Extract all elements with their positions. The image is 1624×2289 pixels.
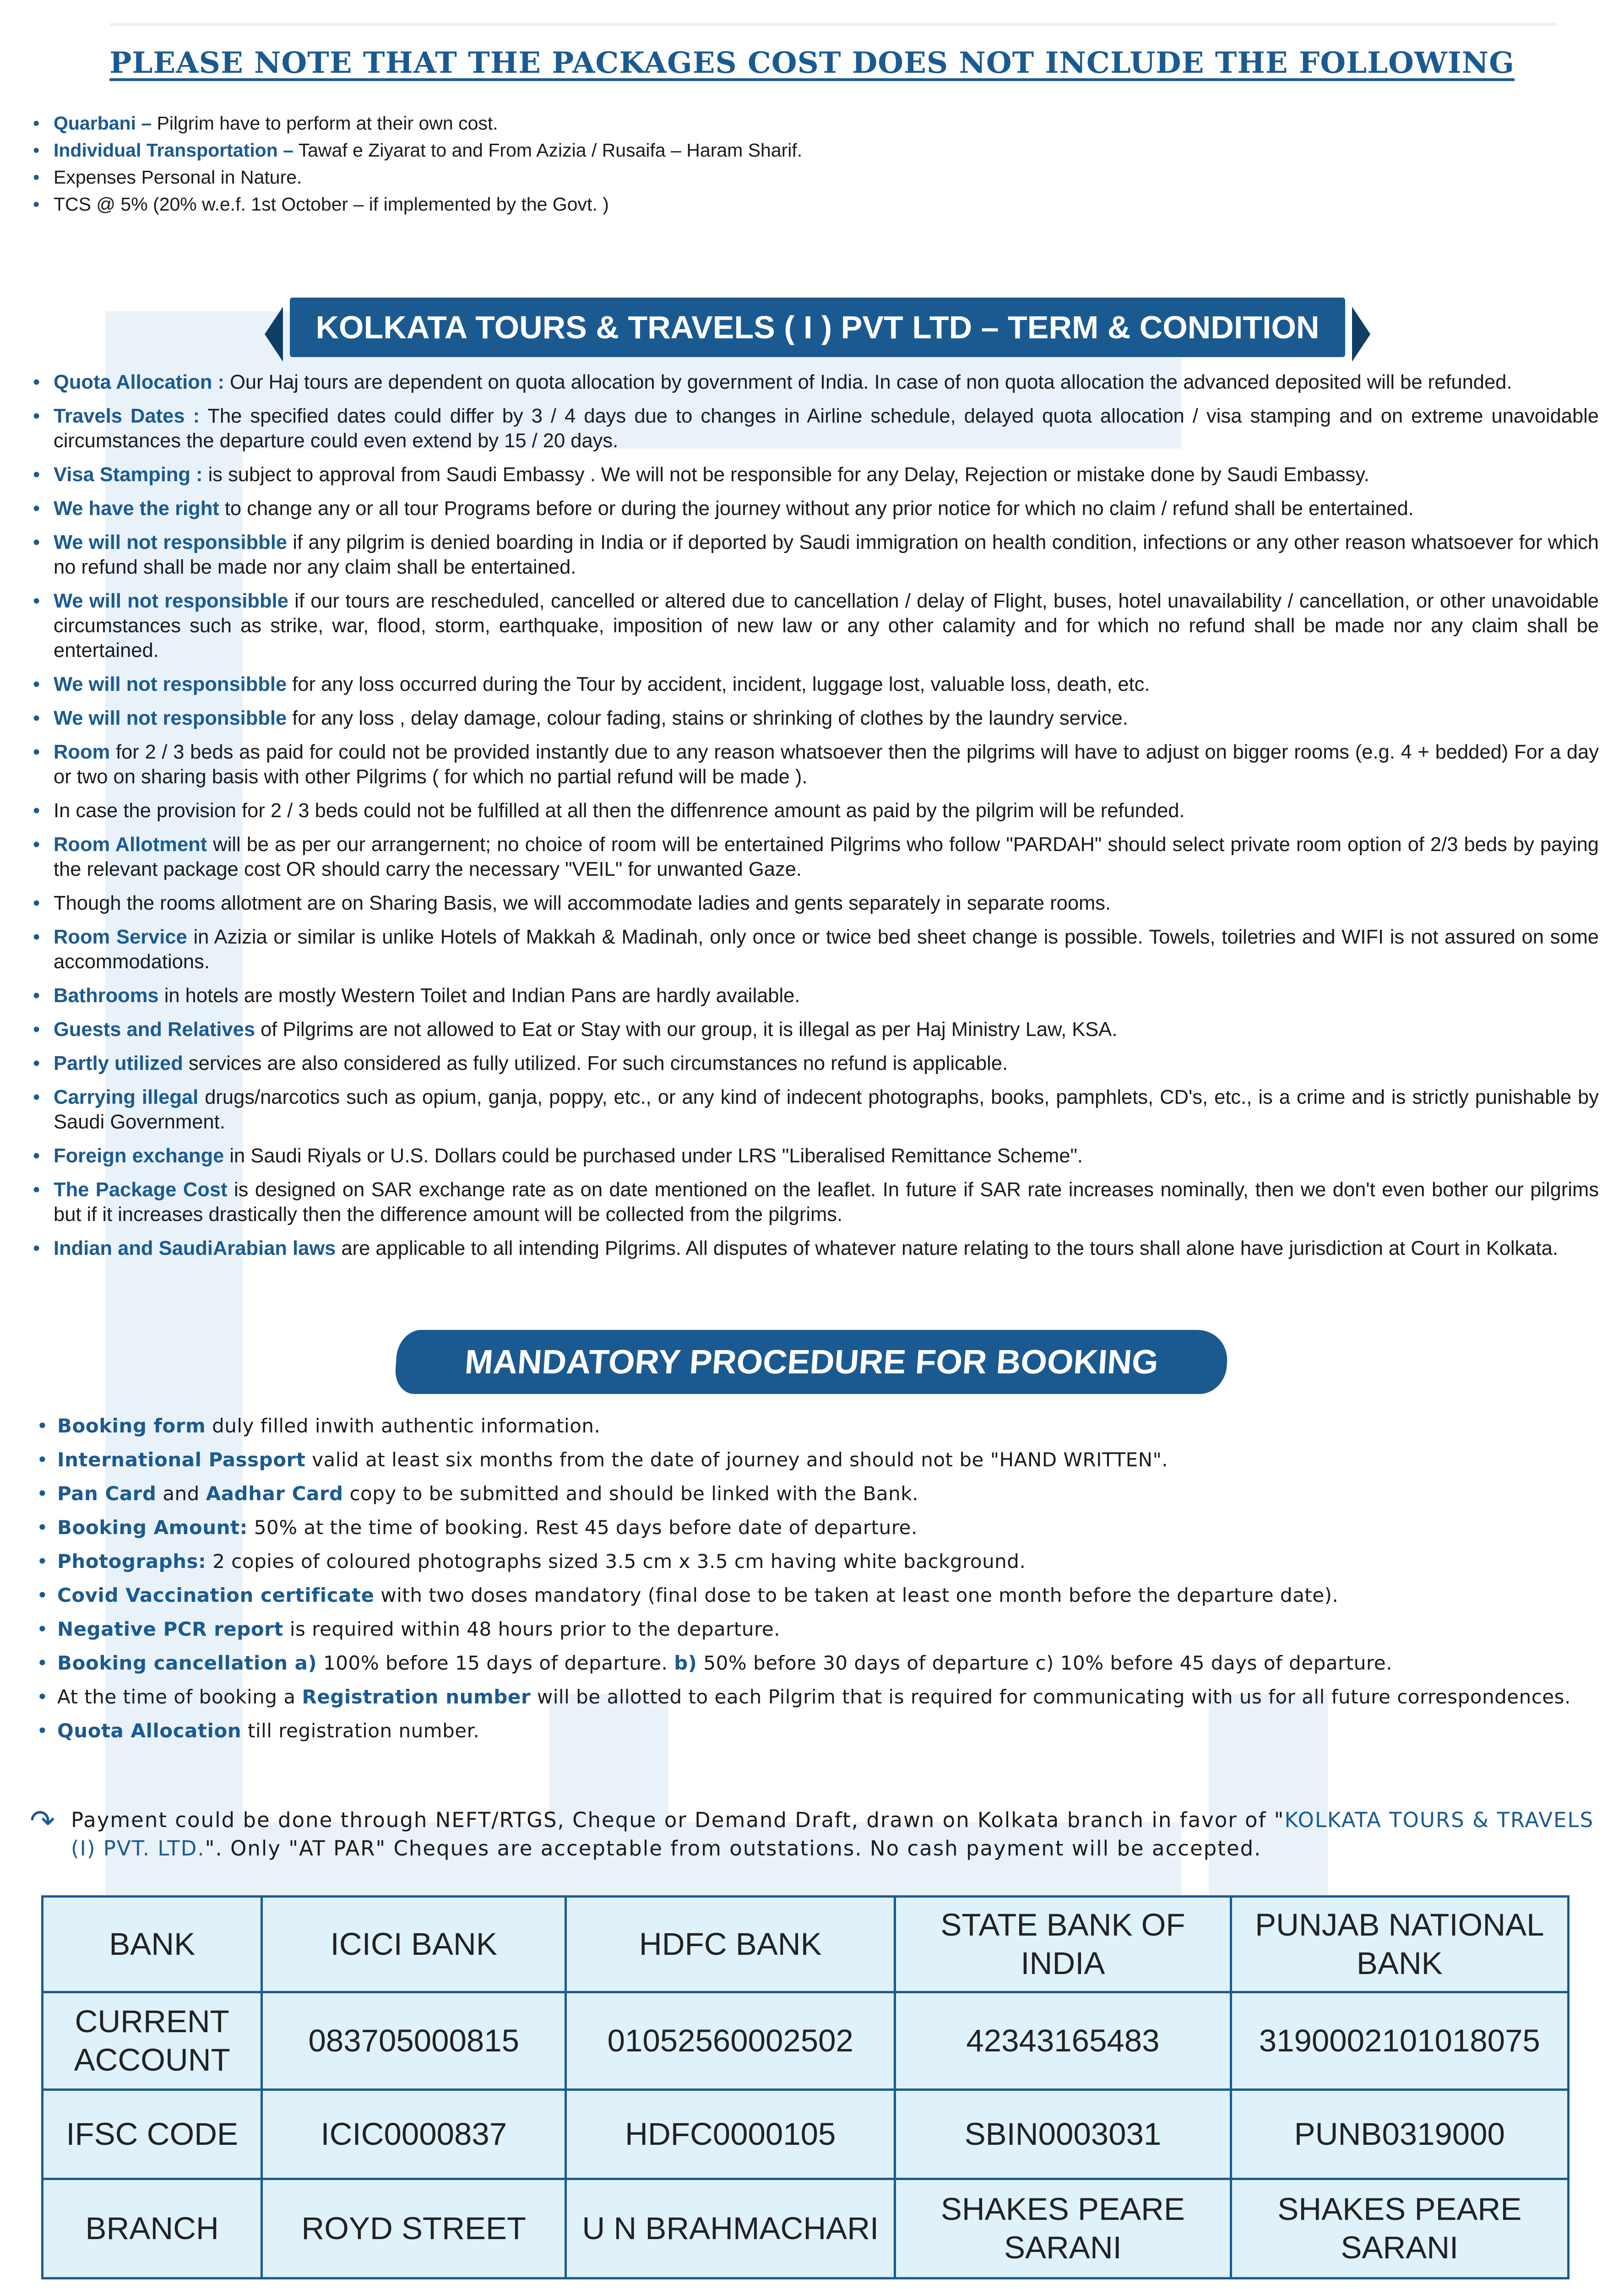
item-lead: Aadhar Card (206, 1482, 343, 1505)
table-cell: 3190002101018075 (1231, 1992, 1568, 2090)
list-item (33, 137, 1544, 164)
item-text: TCS @ 5% (20% w.e.f. 1st October – if implemented by the Govt. ) (54, 194, 609, 215)
item-lead: Quarbani – (54, 113, 152, 134)
booking-heading: MANDATORY PROCEDURE FOR BOOKING (394, 1330, 1229, 1394)
table-cell: 42343165483 (895, 1992, 1231, 2090)
item-text: Though the rooms allotment are on Sharing Basis, we will accommodate ladies and gents separately in separate rooms. (54, 892, 1111, 914)
booking-item (37, 1578, 1602, 1612)
booking-item (37, 1680, 1602, 1714)
item-text: to change any or all tour Programs before or during the journey without any prior notice for which no claim / refund shall be entertained. (219, 498, 1414, 520)
terms-item (33, 672, 1599, 697)
terms-item (33, 1177, 1599, 1227)
terms-item (33, 983, 1599, 1008)
item-text: Expenses Personal in Nature. (54, 167, 302, 188)
item-lead: Quota Allocation : (54, 371, 224, 393)
item-lead: Room Service (54, 926, 187, 948)
terms-item (33, 589, 1599, 663)
banner-fold-left (265, 307, 283, 362)
table-row (43, 2090, 1569, 2179)
booking-item (37, 1409, 1602, 1443)
table-cell: SHAKES PEARE SARANI (895, 2179, 1231, 2278)
terms-heading: KOLKATA TOURS & TRAVELS ( I ) PVT LTD – TERM & CONDITION (290, 298, 1345, 357)
terms-item (33, 1144, 1599, 1168)
terms-item (33, 891, 1599, 916)
item-lead: Negative PCR report (57, 1618, 283, 1640)
row-header-cell: BANK (43, 1897, 262, 1992)
item-text: will be as per our arrangernent; no choice of room will be entertained Pilgrims who follow "PARDAH" should select private room option of 2/3 beds by paying the relevant package cost OR should carry the necessary "VEIL" for unwanted Gaze. (54, 834, 1599, 880)
item-text: for any loss occurred during the Tour by accident, incident, luggage lost, valuable loss, death, etc. (287, 673, 1150, 695)
item-lead: Visa Stamping : (54, 464, 203, 486)
terms-item (33, 496, 1599, 521)
list-item (33, 191, 1544, 218)
item-text: will be allotted to each Pilgrim that is required for communicating with us for all future correspondences. (531, 1686, 1571, 1708)
table-cell: ICICI BANK (262, 1897, 566, 1992)
table-cell: HDFC0000105 (566, 2090, 895, 2179)
payment-payee: KOLKATA TOURS & TRAVELS (I) PVT. LTD. (71, 1808, 1594, 1860)
terms-item (33, 370, 1599, 395)
terms-list (33, 370, 1599, 1270)
item-lead: Covid Vaccination certificate (57, 1584, 375, 1606)
terms-banner (265, 298, 1370, 357)
terms-item (33, 404, 1599, 453)
table-cell: PUNB0319000 (1231, 2090, 1568, 2179)
item-text: if any pilgrim is denied boarding in India or if deported by Saudi immigration on health condition, infections or any other reason whatsoever for which no refund shall be made nor any claim shall be entertained. (54, 532, 1599, 578)
item-text: 50% at the time of booking. Rest 45 days before date of departure. (247, 1516, 918, 1539)
booking-item (37, 1443, 1602, 1477)
terms-item (33, 462, 1599, 487)
item-text: is subject to approval from Saudi Embassy . We will not be responsible for any Delay, Rejection or mistake done by Saudi Embassy. (202, 464, 1369, 486)
item-text: In case the provision for 2 / 3 beds could not be fulfilled at all then the diffenrence amount as paid by the pilgrim will be refunded. (54, 800, 1185, 822)
bank-details-table (41, 1895, 1570, 2279)
row-header-cell: IFSC CODE (43, 2090, 262, 2179)
table-row (43, 1992, 1569, 2090)
table-row (43, 2179, 1569, 2278)
item-text: 50% before 30 days of departure c) 10% before 45 days of departure. (697, 1652, 1392, 1674)
booking-item (37, 1612, 1602, 1646)
booking-item (37, 1714, 1602, 1748)
item-lead: Photographs: (57, 1550, 206, 1573)
item-lead: Individual Transportation – (54, 140, 293, 161)
terms-item (33, 925, 1599, 974)
item-lead: Travels Dates : (54, 405, 200, 427)
item-lead: We will not responsibble (54, 707, 287, 729)
table-cell: U N BRAHMACHARI (566, 2179, 895, 2278)
booking-list (37, 1409, 1602, 1748)
list-item (33, 110, 1544, 137)
item-lead: b) (674, 1652, 697, 1674)
item-text: copy to be submitted and should be linked with the Bank. (343, 1482, 918, 1505)
item-lead: We will not responsibble (54, 590, 288, 612)
item-text: till registration number. (241, 1719, 480, 1742)
terms-item (33, 740, 1599, 789)
table-row (43, 1897, 1569, 1992)
item-lead: Booking Amount: (57, 1516, 248, 1539)
item-lead: International Passport (57, 1448, 306, 1471)
item-lead: Carrying illegal (54, 1086, 199, 1108)
item-text: 100% before 15 days of departure. (317, 1652, 674, 1674)
item-lead: We have the right (54, 498, 219, 520)
item-lead: Quota Allocation (57, 1719, 242, 1742)
item-text: Tawaf e Ziyarat to and From Azizia / Rusaifa – Haram Sharif. (293, 140, 803, 161)
item-text: are applicable to all intending Pilgrims. All disputes of whatever nature relating to the tours shall alone have jurisdiction at Court in Kolkata. (336, 1237, 1558, 1259)
payment-text: ". Only "AT PAR" Cheques are acceptable from outstations. No cash payment will be accepted. (205, 1836, 1262, 1860)
item-lead: Room Allotment (54, 834, 207, 856)
item-lead: We will not responsibble (54, 532, 287, 553)
item-lead: Indian and SaudiArabian laws (54, 1237, 336, 1259)
terms-item (33, 832, 1599, 882)
item-text: for 2 / 3 beds as paid for could not be provided instantly due to any reason whatsoever then the pilgrims will have to adjust on bigger rooms (e.g. 4 + bedded) For a day or two on sharing basis with other Pilgrims ( for which no partial refund will be made ). (54, 741, 1599, 788)
item-text: for any loss , delay damage, colour fading, stains or shrinking of clothes by the laundry service. (287, 707, 1128, 729)
table-cell: HDFC BANK (566, 1897, 895, 1992)
item-text: in Azizia or similar is unlike Hotels of Makkah & Madinah, only once or twice bed sheet change is possible. Towels, toiletries and WIFI is not assured on some accommodations. (54, 926, 1599, 973)
table-cell: PUNJAB NATIONAL BANK (1231, 1897, 1568, 1992)
row-header-cell: CURRENT ACCOUNT (43, 1992, 262, 2090)
item-text: with two doses mandatory (final dose to be taken at least one month before the departure date). (374, 1584, 1339, 1606)
table-cell: ICIC0000837 (262, 2090, 566, 2179)
terms-item (33, 1236, 1599, 1261)
table-cell: SHAKES PEARE SARANI (1231, 2179, 1568, 2278)
item-lead: Registration number (302, 1686, 531, 1708)
table-cell: STATE BANK OF INDIA (895, 1897, 1231, 1992)
item-lead: Foreign exchange (54, 1145, 224, 1167)
item-text: and (156, 1482, 206, 1505)
exclusions-list (33, 110, 1544, 218)
page-title: PLEASE NOTE THAT THE PACKAGES COST DOES NOT INCLUDE THE FOLLOWING (109, 46, 1515, 80)
item-text: 2 copies of coloured photographs sized 3.5 cm x 3.5 cm having white background. (206, 1550, 1026, 1573)
table-cell: SBIN0003031 (895, 2090, 1231, 2179)
banner-fold-right (1352, 307, 1370, 362)
item-lead: Room (54, 741, 110, 763)
item-text: in hotels are mostly Western Toilet and Indian Pans are hardly available. (158, 985, 800, 1007)
booking-item (37, 1646, 1602, 1680)
item-text: services are also considered as fully utilized. For such circumstances no refund is applicable. (183, 1052, 1008, 1074)
item-lead: Partly utilized (54, 1052, 183, 1074)
item-lead: Booking cancellation a) (57, 1652, 317, 1674)
top-divider (110, 23, 1557, 26)
item-text: Pilgrim have to perform at their own cost. (152, 113, 498, 134)
payment-text: Payment could be done through NEFT/RTGS, Cheque or Demand Draft, drawn on Kolkata branch in favor of " (71, 1808, 1285, 1832)
terms-item (33, 1017, 1599, 1042)
row-header-cell: BRANCH (43, 2179, 262, 2278)
item-text: is required within 48 hours prior to the departure. (283, 1618, 781, 1640)
booking-item (37, 1545, 1602, 1578)
item-text: valid at least six months from the date of journey and should not be "HAND WRITTEN". (305, 1448, 1168, 1471)
booking-item (37, 1477, 1602, 1511)
item-lead: Pan Card (57, 1482, 157, 1505)
item-lead: Guests and Relatives (54, 1019, 255, 1041)
item-lead: Bathrooms (54, 985, 159, 1007)
list-item (33, 164, 1544, 191)
item-text: duly filled inwith authentic information. (206, 1415, 601, 1437)
item-text: At the time of booking a (57, 1686, 302, 1708)
table-cell: 083705000815 (262, 1992, 566, 2090)
payment-note (27, 1803, 1602, 1863)
table-cell: 01052560002502 (566, 1992, 895, 2090)
item-text: is designed on SAR exchange rate as on date mentioned on the leaflet. In future if SAR rate increases nominally, then we don't even bother our pilgrims but if it increases drastically then the difference amount will be collected from the pilgrims. (54, 1179, 1599, 1226)
item-text: if our tours are rescheduled, cancelled or altered due to cancellation / delay of Flight, buses, hotel unavailability / cancellation, or other unavoidable circumstances such as strike, war, flood, storm, earthquake, imposition of new law or any other calamity and for which no refund shall be made nor any claim shall be entertained. (54, 590, 1599, 662)
curved-arrow-icon: ↷ (30, 1803, 55, 1839)
item-lead: The Package Cost (54, 1179, 228, 1201)
terms-item (33, 1085, 1599, 1134)
item-text: of Pilgrims are not allowed to Eat or Stay with our group, it is illegal as per Haj Ministry Law, KSA. (255, 1019, 1118, 1041)
table-cell: ROYD STREET (262, 2179, 566, 2278)
terms-item (33, 1051, 1599, 1076)
item-text: drugs/narcotics such as opium, ganja, poppy, etc., or any kind of indecent photographs, books, pamphlets, CD's, etc., is a crime and is strictly punishable by Saudi Government. (54, 1086, 1599, 1133)
item-text: in Saudi Riyals or U.S. Dollars could be purchased under LRS "Liberalised Remittance Scheme". (224, 1145, 1083, 1167)
booking-item (37, 1511, 1602, 1545)
terms-item (33, 530, 1599, 580)
item-lead: We will not responsibble (54, 673, 287, 695)
item-text: Our Haj tours are dependent on quota allocation by government of India. In case of non quota allocation the advanced deposited will be refunded. (224, 371, 1512, 393)
terms-item (33, 706, 1599, 731)
item-lead: Booking form (57, 1415, 206, 1437)
item-text: The specified dates could differ by 3 / 4 days due to changes in Airline schedule, delayed quota allocation / visa stamping and on extreme unavoidable circumstances the departure could even extend by 15 / 20 days. (54, 405, 1599, 452)
terms-item (33, 798, 1599, 823)
